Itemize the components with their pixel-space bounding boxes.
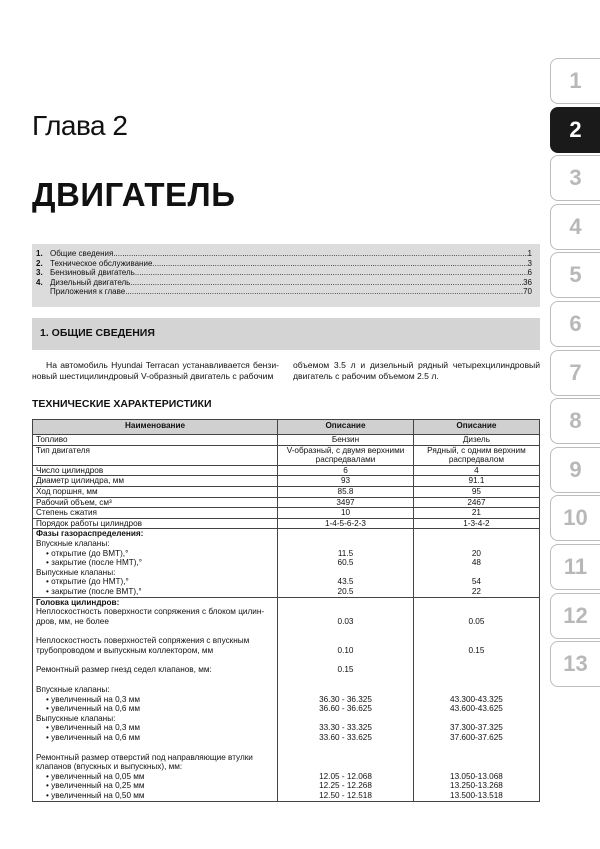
table-row xyxy=(33,435,540,446)
value: 33.60 - 33.625 xyxy=(319,733,372,743)
cell: 1-3-4-2 xyxy=(413,518,539,529)
toc-item[interactable] xyxy=(36,268,532,278)
head-item: • увеличенный на 0,50 мм xyxy=(36,791,274,801)
table-row xyxy=(33,497,540,508)
cell: Ход поршня, мм xyxy=(33,486,278,497)
value: 0.03 xyxy=(337,616,354,626)
table-row-timing xyxy=(33,529,540,597)
chapter-tab-4[interactable]: 4 xyxy=(550,204,600,250)
chapter-tab-9[interactable]: 9 xyxy=(550,447,600,493)
head-item: • увеличенный на 0,6 мм xyxy=(36,733,274,743)
toc-page: 3 xyxy=(527,258,532,268)
table-header-row xyxy=(33,420,540,435)
toc-page: 6 xyxy=(527,268,532,278)
cell: Дизель xyxy=(413,435,539,446)
chapter-tab-7[interactable]: 7 xyxy=(550,350,600,396)
head-item: Неплоскостность поверхностей сопряжения с впускным трубопроводом и выпускным коллектором, мм xyxy=(36,636,250,655)
value: 13.050-13.068 xyxy=(450,771,503,781)
timing-item: • открытие (до ВМТ),° xyxy=(36,549,274,559)
intro-text xyxy=(32,360,540,382)
head-item: • увеличенный на 0,6 мм xyxy=(36,704,274,714)
head-item: • увеличенный на 0,3 мм xyxy=(36,695,274,705)
table-row xyxy=(33,508,540,519)
value: 36.60 - 36.625 xyxy=(319,704,372,714)
cell xyxy=(413,529,539,597)
head-item: Неплоскостность поверхности сопряжения с блоком цилин-дров, мм, не более xyxy=(36,607,265,626)
cell: 21 xyxy=(413,508,539,519)
cell xyxy=(33,597,278,801)
value: 12.05 - 12.068 xyxy=(319,771,372,781)
toc-page: 36 xyxy=(523,277,532,287)
cell: 6 xyxy=(278,465,414,476)
col-header-name: Наименование xyxy=(33,420,278,435)
head-intake-label: Впускные клапаны: xyxy=(36,685,110,695)
value: 13.250-13.268 xyxy=(450,781,503,791)
chapter-tab-10[interactable]: 10 xyxy=(550,495,600,541)
toc-title: Дизельный двигатель xyxy=(50,277,131,287)
table-row xyxy=(33,518,540,529)
value: 60.5 xyxy=(337,558,354,568)
value: 36.30 - 36.325 xyxy=(319,694,372,704)
chapter-tab-1[interactable]: 1 xyxy=(550,58,600,104)
value: 12.50 - 12.518 xyxy=(319,791,372,800)
toc-title: Бензиновый двигатель xyxy=(50,268,135,278)
cell: Степень сжатия xyxy=(33,508,278,519)
chapter-tab-5[interactable]: 5 xyxy=(550,252,600,298)
table-row-head xyxy=(33,597,540,801)
value: 0.15 xyxy=(468,645,485,655)
value: 33.30 - 33.325 xyxy=(319,723,372,733)
cell: 3497 xyxy=(278,497,414,508)
cell: V-образный, с двумя верхними распредвалами xyxy=(278,445,414,465)
cell: 4 xyxy=(413,465,539,476)
chapter-tab-12[interactable]: 12 xyxy=(550,593,600,639)
col-header-desc-diesel: Описание xyxy=(413,420,539,435)
head-exhaust-label: Выпускные клапаны: xyxy=(36,713,116,723)
cell: 91.1 xyxy=(413,476,539,487)
value: 54 xyxy=(471,577,481,587)
intro-right: объемом 3.5 л и дизельный рядный четырехцилиндровый двигатель с рабочим объемом 2.5 л. xyxy=(293,360,540,381)
section-title: 1. ОБЩИЕ СВЕДЕНИЯ xyxy=(32,318,540,350)
toc-num: 3. xyxy=(36,268,43,278)
table-row xyxy=(33,476,540,487)
toc-num xyxy=(36,287,50,297)
tech-heading: ТЕХНИЧЕСКИЕ ХАРАКТЕРИСТИКИ xyxy=(32,398,212,410)
head-item: Ремонтный размер гнезд седел клапанов, мм: xyxy=(36,665,212,675)
toc-num: 1. xyxy=(36,249,43,258)
value: 11.5 xyxy=(337,548,354,558)
chapter-tab-2[interactable]: 2 xyxy=(550,107,600,153)
toc-page: 1 xyxy=(527,249,532,258)
toc-item[interactable] xyxy=(36,287,532,297)
table-row xyxy=(33,445,540,465)
col-header-desc-petrol: Описание xyxy=(278,420,414,435)
toc-item[interactable] xyxy=(36,249,532,259)
cell: 1-4-5-6-2-3 xyxy=(278,518,414,529)
cell: Тип двигателя xyxy=(33,445,278,465)
cell: Число цилиндров xyxy=(33,465,278,476)
value: 12.25 - 12.268 xyxy=(319,781,372,791)
cell xyxy=(278,529,414,597)
cell: 95 xyxy=(413,486,539,497)
head-title: Головка цилиндров: xyxy=(36,597,120,607)
cell: 2467 xyxy=(413,497,539,508)
value: 20.5 xyxy=(337,586,354,596)
cell xyxy=(33,529,278,597)
intro-left: На автомобиль Hyundai Terracan устанавливается бензи-новый шестицилиндровый V-образный двигатель с рабочим xyxy=(32,360,279,381)
value: 13.500-13.518 xyxy=(450,791,503,800)
value: 37.600-37.625 xyxy=(450,733,503,743)
value: 37.300-37.325 xyxy=(450,723,503,733)
toc-title: Приложения к главе xyxy=(50,287,126,297)
cell: 93 xyxy=(278,476,414,487)
spec-table xyxy=(32,419,540,802)
head-item: • увеличенный на 0,05 мм xyxy=(36,772,274,782)
timing-exhaust-label: Выпускные клапаны: xyxy=(36,567,116,577)
cell: Рабочий объем, см³ xyxy=(33,497,278,508)
cell xyxy=(413,597,539,801)
cell: 10 xyxy=(278,508,414,519)
head-item: • увеличенный на 0,25 мм xyxy=(36,781,274,791)
toc-item[interactable] xyxy=(36,278,532,288)
value: 0.15 xyxy=(337,665,354,675)
chapter-label: Глава 2 xyxy=(32,110,128,141)
cell: Диаметр цилиндра, мм xyxy=(33,476,278,487)
value: 48 xyxy=(471,558,481,568)
value: 22 xyxy=(471,586,481,596)
timing-item: • закрытие (после ВМТ),° xyxy=(36,587,274,597)
chapter-tab-6[interactable]: 6 xyxy=(550,301,600,347)
value: 0.10 xyxy=(337,645,354,655)
chapter-tab-13[interactable]: 13 xyxy=(550,641,600,687)
cell: Порядок работы цилиндров xyxy=(33,518,278,529)
cell: Бензин xyxy=(278,435,414,446)
value: 43.5 xyxy=(337,577,354,587)
value: 43.600-43.625 xyxy=(450,704,503,714)
table-row xyxy=(33,486,540,497)
toc-title: Общие сведения xyxy=(50,249,114,258)
cell: Рядный, с одним верхним распредвалом xyxy=(413,445,539,465)
toc-num: 4. xyxy=(36,277,43,287)
cell xyxy=(278,597,414,801)
toc-page: 70 xyxy=(523,287,532,297)
chapter-title: ДВИГАТЕЛЬ xyxy=(32,176,236,213)
cell: Топливо xyxy=(33,435,278,446)
timing-title: Фазы газораспределения: xyxy=(36,529,144,539)
table-of-contents xyxy=(32,244,540,307)
timing-intake-label: Впускные клапаны: xyxy=(36,538,110,548)
cell: 85.8 xyxy=(278,486,414,497)
chapter-tab-8[interactable]: 8 xyxy=(550,398,600,444)
head-item: • увеличенный на 0,3 мм xyxy=(36,723,274,733)
toc-item[interactable] xyxy=(36,259,532,269)
timing-item: • открытие (до НМТ),° xyxy=(36,577,274,587)
toc-title: Техническое обслуживание xyxy=(50,258,153,268)
chapter-tabs xyxy=(550,58,600,690)
head-guide-label: Ремонтный размер отверстий под направляющие втулки клапанов (впускных и выпускных), мм: xyxy=(36,752,253,772)
value: 20 xyxy=(471,548,481,558)
value: 0.05 xyxy=(468,616,485,626)
chapter-tab-11[interactable]: 11 xyxy=(550,544,600,590)
value: 43.300-43.325 xyxy=(450,694,503,704)
chapter-tab-3[interactable]: 3 xyxy=(550,155,600,201)
timing-item: • закрытие (после НМТ),° xyxy=(36,558,274,568)
table-row xyxy=(33,465,540,476)
toc-num: 2. xyxy=(36,258,43,268)
